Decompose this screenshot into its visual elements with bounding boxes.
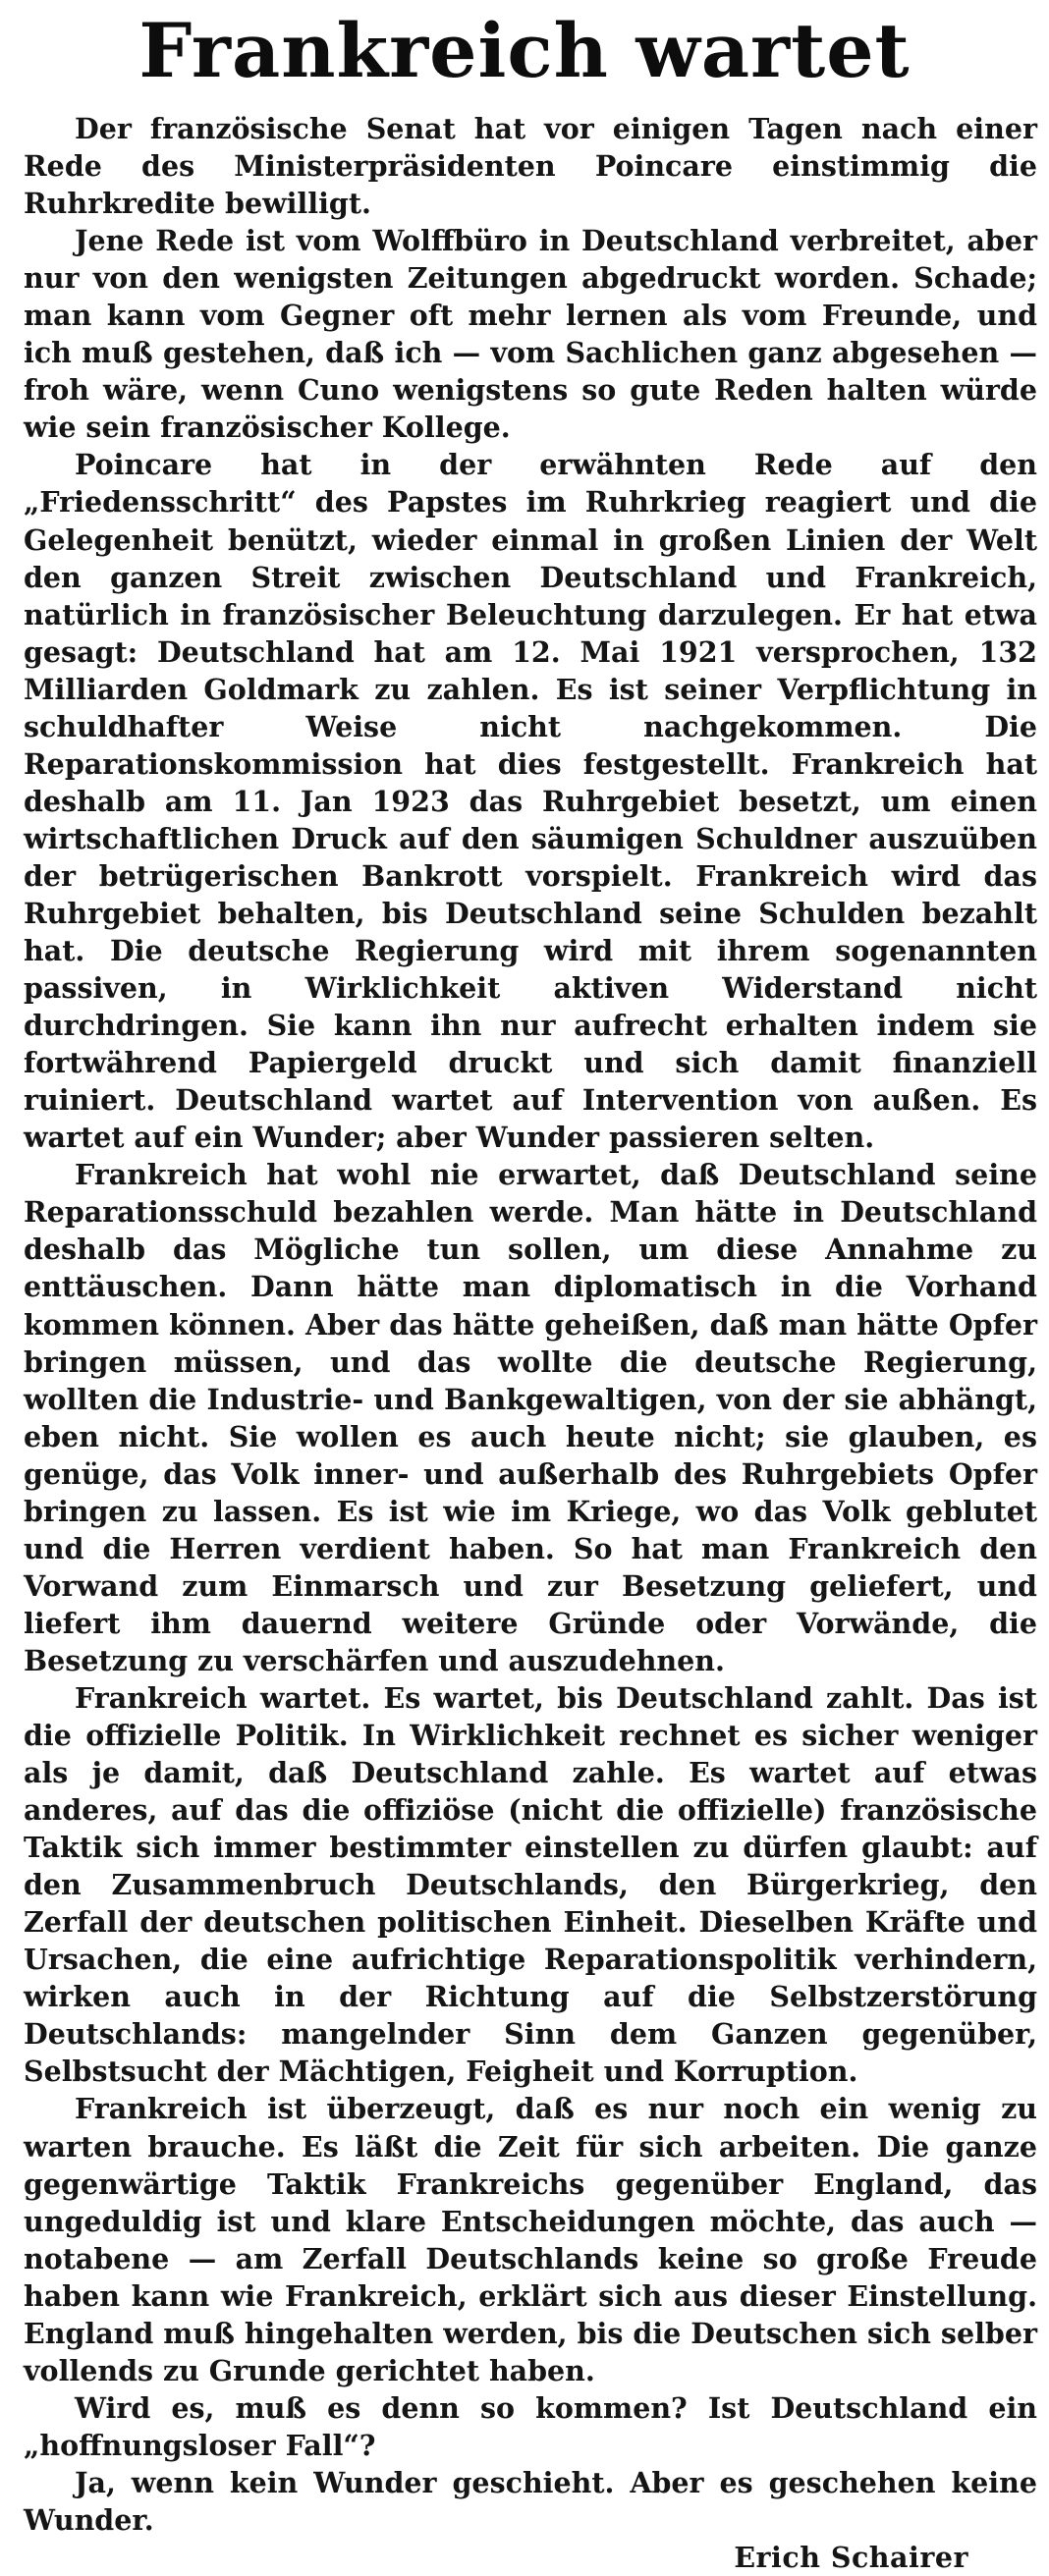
author-signature: Erich Schairer xyxy=(734,2541,968,2575)
paragraph-wolffbuero: Jene Rede ist vom Wolffbüro in Deutschland verbreitet, aber nur von den wenigsten Zeitungen abgedruckt worden. Schade; man kann vom Gegner oft mehr lernen als vom Freunde, und ich muß gestehen, daß ich — vom Sachlichen ganz abgesehen — froh wäre, wenn Cuno wenigstens so gute Reden halten würde wie sein französischer Kollege. xyxy=(24,224,1037,445)
paragraph-senate: Der französische Senat hat vor einigen Tagen nach einer Rede des Ministerpräsidenten Poincare einstimmig die Ruhrkredite bewilligt. xyxy=(24,112,1037,221)
paragraph-conclusion: Ja, wenn kein Wunder geschieht. Aber es geschehen keine Wunder. xyxy=(24,2465,1037,2537)
paragraph-reparation-debt: Frankreich hat wohl nie erwartet, daß Deutschland seine Reparationsschuld bezahlen werde. Man hätte in Deutschland deshalb das Mögliche tun sollen, um diese Annahme zu enttäuschen. Dann hätte man diplomatisch in die Vorhand kommen können. Aber das hätte geheißen, daß man hätte Opfer bringen müssen, und das wollte die deutsche Regierung, wollten die Industrie- und Bankgewaltigen, von der sie abhängt, eben nicht. Sie wollen es auch heute nicht; sie glauben, es genüge, das Volk inner- und außerhalb des Ruhrgebiets Opfer bringen zu lassen. Es ist wie im Kriege, wo das Volk geblutet und die Herren verdient haben. So hat man Frankreich den Vorwand zum Einmarsch und zur Besetzung geliefert, und liefert ihm dauernd weitere Gründe oder Vorwände, die Besetzung zu verschärfen und auszudehnen. xyxy=(24,1158,1037,1677)
paragraph-england-tactics: Frankreich ist überzeugt, daß es nur noch ein wenig zu warten brauche. Es läßt die Zeit für sich arbeiten. Die ganze gegenwärtige Taktik Frankreichs gegenüber England, das ungeduldig ist und klare Entscheidungen möchte, das auch — notabene — am Zerfall Deutschlands keine so große Freude haben kann wie Frankreich, erklärt sich aus dieser Einstellung. England muß hingehalten werden, bis die Deutschen sich selber vollends zu Grunde gerichtet haben. xyxy=(24,2092,1037,2387)
paragraph-poincare-speech: Poincare hat in der erwähnten Rede auf den „Friedensschritt“ des Papstes im Ruhrkrieg reagiert und die Gelegenheit benützt, wieder einmal in großen Linien der Welt den ganzen Streit zwischen Deutschland und Frankreich, natürlich in französischer Beleuchtung darzulegen. Er hat etwa gesagt: Deutschland hat am 12. Mai 1921 versprochen, 132 Milliarden Goldmark zu zahlen. Es ist seiner Verpflichtung in schuldhafter Weise nicht nachgekommen. Die Reparationskommission hat dies festgestellt. Frankreich hat deshalb am 11. Jan 1923 das Ruhrgebiet besetzt, um einen wirtschaftlichen Druck auf den säumigen Schuldner auszuüben der betrügerischen Bankrott vorspielt. Frankreich wird das Ruhrgebiet behalten, bis Deutschland seine Schulden bezahlt hat. Die deutsche Regierung wird mit ihrem sogenannten passiven, in Wirklichkeit aktiven Widerstand nicht durchdringen. Sie kann ihn nur aufrecht erhalten indem sie fortwährend Papiergeld druckt und sich damit finanziell ruiniert. Deutschland wartet auf Intervention von außen. Es wartet auf ein Wunder; aber Wunder passieren selten. xyxy=(24,448,1037,1155)
article-body xyxy=(24,110,1037,2576)
headline: Frankreich wartet xyxy=(138,7,911,94)
paragraph-france-waits: Frankreich wartet. Es wartet, bis Deutschland zahlt. Das ist die offizielle Politik. In Wirklichkeit rechnet es sicher weniger als je damit, daß Deutschland zahle. Es wartet auf etwas anderes, auf das die offiziöse (nicht die offizielle) französische Taktik sich immer bestimmter einstellen zu dürfen glaubt: auf den Zusammenbruch Deutschlands, den Bürgerkrieg, den Zerfall der deutschen politischen Einheit. Dieselben Kräfte und Ursachen, die eine aufrichtige Reparationspolitik verhindern, wirken auch in der Richtung auf die Selbstzerstörung Deutschlands: mangelnder Sinn dem Ganzen gegenüber, Selbstsucht der Mächtigen, Feigheit und Korruption. xyxy=(24,1680,1037,2089)
paragraph-question: Wird es, muß es denn so kommen? Ist Deutschland ein „hoffnungsloser Fall“? xyxy=(24,2390,1037,2462)
